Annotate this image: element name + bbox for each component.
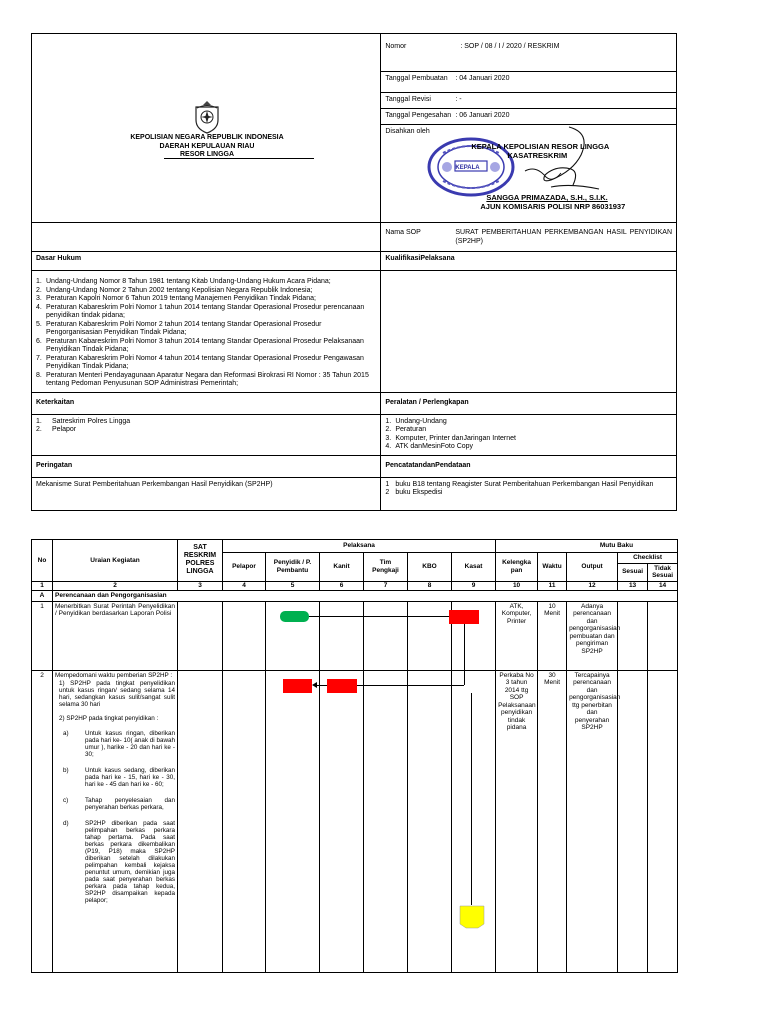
tgl-buat-cell — [381, 72, 677, 93]
peralatan-heading: Peralatan / Perlengkapan — [381, 392, 677, 414]
row2-waktu: 30 Menit — [538, 670, 567, 972]
row2-no: 2 — [32, 670, 53, 972]
police-emblem-icon — [193, 100, 221, 134]
col-kelengkapan: Kelengka pan — [496, 553, 538, 582]
col-tim-pengkaji: Tim Pengkaji — [364, 553, 408, 582]
section-title: Perencanaan dan Pengorganisasian — [53, 590, 678, 601]
org-underline — [164, 158, 314, 159]
nomor-label: Nomor — [385, 43, 407, 50]
col-pelaksana: Pelaksana — [223, 540, 496, 553]
org-line1: KEPOLISIAN NEGARA REPUBLIK INDONESIA — [130, 134, 284, 141]
tgl-sah-label: Tanggal Pengesahan — [385, 111, 452, 119]
dasar-hukum-body — [32, 271, 381, 393]
dasar-hukum-item: 3. Peraturan Kapolri Nomor 6 Tahun 2019 tentang Manajemen Penyidikan Tindak Pidana; — [36, 295, 316, 302]
org-name-block — [112, 134, 302, 160]
peralatan-body — [381, 414, 677, 455]
table-row — [32, 670, 678, 972]
start-terminator-shape — [280, 611, 309, 622]
row2-kelengkapan: Perkaba No 3 tahun 2014 ttg SOP Pelaksanaan penyidikan tindak pidana — [496, 670, 538, 972]
disahkan-titles — [471, 142, 609, 160]
spacer-left — [32, 223, 381, 252]
col-sesuai: Sesuai — [618, 563, 648, 581]
process-box-penyidik — [283, 679, 312, 693]
col-waktu: Waktu — [538, 553, 567, 582]
pencatatan-body — [381, 477, 677, 510]
dasar-hukum-item: 4. Peraturan Kabareskrim Polri Nomor 1 tahun 2014 tentang Standar Operasional Prosedur perencanaan penyidikan tindak pidana; — [36, 303, 365, 319]
col-tidak-sesuai: Tidak Sesuai — [648, 563, 678, 581]
keterkaitan-list — [36, 418, 376, 435]
nama-sop-label: Nama SOP — [385, 229, 421, 236]
keterkaitan-item: 2. Pelapor — [36, 426, 77, 433]
row1-output: Adanya perencanaan dan pengorganisasian pembuatan dan pengiriman SP2HP — [567, 601, 618, 670]
row1-kelengkapan: ATK, Komputer, Printer — [496, 601, 538, 670]
tgl-revisi-label: Tanggal Revisi — [385, 95, 431, 103]
org-cell — [32, 34, 381, 223]
col-penyidik: Penyidik / P. Pembantu — [266, 553, 320, 582]
tgl-revisi-cell — [381, 92, 677, 108]
arrow-head-icon — [312, 682, 317, 688]
kualifikasi-heading: KualifikasiPelaksana — [381, 252, 677, 271]
disahkan-title1: KEPALA KEPOLISIAN RESOR LINGGA — [471, 142, 610, 152]
peralatan-item: 3. Komputer, Printer danJaringan Internet — [385, 434, 516, 442]
procedure-table — [31, 539, 678, 973]
flow-arrow-line — [317, 685, 327, 686]
process-box-kasat — [449, 610, 479, 624]
peringatan-heading: Peringatan — [32, 455, 381, 477]
org-line3: RESOR LINGGA — [179, 151, 235, 158]
col-kbo: KBO — [408, 553, 452, 582]
col-kanit: Kanit — [320, 553, 364, 582]
keterkaitan-item: 1. Satreskrim Polres Lingga — [36, 417, 131, 425]
row2-uraian: Mempedomani waktu pemberian SP2HP : 1) SP2HP pada tingkat penyelidikan untuk kasus ringan/ sedang selama 14 hari, sedangkan kasus sulit/sangat sulit selama 30 hari 2) SP2HP pada tingkat penyidikan : a) Untuk kasus ringan, diberikan pada hari ke- 10( anak di bawah umur ), harike - 20 dan hari ke - 30; b) Untuk kasus sedang, diberikan pada hari ke - 15, hari ke - 30, hari ke - 45 dan hari ke - 60; c) Tahap penyelesaian dan penyerahan berkas perkara, d) SP2HP diberikan pada saat pelimpahan berkas perkara tahap pertama. Pada saat berkas perkara dikembalikan (P19, P18) maka SP2HP diberikan setelah dilakukan pelimpahan kembali kejaksa penuntut umum, demikian juga pada saat penyerahan berkas perkara pada tahap kedua, SP2HP disampaikan kepada pelapor; — [53, 670, 178, 972]
dasar-hukum-item: 8. Peraturan Menteri Pendayagunaan Aparatur Negara dan Reformasi Birokrasi RI Nomor : 35 Tahun 2015 tentang Pedoman Penyusunan SOP Administrasi Pemerintah; — [36, 371, 369, 387]
dasar-hukum-item: 2. Undang-Undang Nomor 2 Tahun 2002 tentang Kepolisian Negara Republik Indonesia; — [36, 286, 313, 294]
stamp-text: KEPALA — [455, 165, 480, 172]
flow-arrow-line — [357, 685, 464, 686]
disahkan-title2: KASATRESKRIM — [507, 151, 568, 161]
dasar-hukum-item: 1. Undang-Undang Nomor 8 Tahun 1981 tentang Kitab Undang-Undang Hukum Acara Pidana; — [36, 278, 331, 285]
flow-arrow-line — [309, 616, 449, 617]
tgl-buat-label: Tanggal Pembuatan — [385, 75, 448, 82]
disahkan-signer — [480, 193, 626, 212]
col-output: Output — [567, 553, 618, 582]
tgl-sah-cell — [381, 108, 677, 124]
tgl-revisi-value: : - — [455, 95, 462, 103]
nama-sop-cell — [381, 223, 677, 252]
col-mutu-baku: Mutu Baku — [496, 540, 678, 553]
disahkan-label: Disahkan oleh — [385, 128, 430, 136]
col-no: No — [32, 540, 53, 582]
peralatan-item: 2. Peraturan — [385, 426, 427, 433]
disahkan-rank: AJUN KOMISARIS POLISI NRP 86031937 — [480, 202, 626, 212]
tgl-buat-value: : 04 Januari 2020 — [455, 75, 510, 82]
peringatan-body: Mekanisme Surat Pemberitahuan Perkembangan Hasil Penyidikan (SP2HP) — [32, 477, 381, 510]
dasar-hukum-item: 6. Peraturan Kabareskrim Polri Nomor 3 tahun 2014 tentang Standar Operasional Prosedur Pelaksanaan Penyidikan Tindak Pidana; — [36, 337, 364, 353]
pencatatan-item: 2 buku Ekspedisi — [385, 489, 443, 496]
dasar-hukum-item: 7. Peraturan Kabareskrim Polri Nomor 4 tahun 2014 tentang Standar Operasional Prosedur Pengawasan Penyidikan Tindak Pidana; — [36, 354, 364, 370]
nomor-cell — [381, 34, 677, 72]
section-letter: A — [32, 590, 53, 601]
row1-uraian: Menerbitkan Surat Perintah Penyelidikan / Penyidikan berdasarkan Laporan Polisi — [53, 601, 178, 670]
dasar-hukum-list — [36, 278, 376, 389]
col-uraian: Uraian Kegiatan — [53, 540, 178, 582]
col-sat: SAT RESKRIM POLRES LINGGA — [178, 540, 223, 582]
row1-no: 1 — [32, 601, 53, 670]
col-kasat: Kasat — [452, 553, 496, 582]
document-end-shape — [459, 905, 485, 929]
nama-sop-value: SURAT PEMBERITAHUAN PERKEMBANGAN HASIL PENYIDIKAN (SP2HP) — [455, 229, 672, 245]
nomor-value: : SOP / 08 / I / 2020 / RESKRIM — [460, 43, 560, 50]
col-checklist: Checklist — [618, 553, 678, 564]
pencatatan-heading: PencatatandanPendataan — [381, 455, 677, 477]
disahkan-name: SANGGA PRIMAZADA, S.H., S.I.K. — [486, 193, 608, 203]
section-row — [32, 590, 678, 601]
disahkan-cell — [381, 125, 677, 223]
org-line2: DAERAH KEPULAUAN RIAU — [159, 142, 255, 150]
keterkaitan-heading: Keterkaitan — [32, 392, 381, 414]
flow-arrow-vertical — [464, 624, 465, 685]
pencatatan-item: 1 buku B18 tentang Reagister Surat Pemberitahuan Perkembangan Hasil Penyidikan — [385, 480, 654, 488]
peralatan-item: 4. ATK danMesinFoto Copy — [385, 443, 474, 450]
peralatan-item: 1. Undang-Undang — [385, 417, 447, 425]
col-pelapor: Pelapor — [223, 553, 266, 582]
dasar-hukum-item: 5. Peraturan Kabareskrim Polri Nomor 2 tahun 2014 tentang Standar Operasional Prosedur Pengorganisasian Penyidikan Tindak Pidana; — [36, 320, 322, 336]
sop-header-table — [31, 33, 677, 511]
row2-output: Tercapainya perencanaan dan pengorganisasian ttg penerbitan dan penyerahan SP2HP — [567, 670, 618, 972]
peralatan-list — [385, 418, 672, 452]
tgl-sah-value: : 06 Januari 2020 — [455, 111, 510, 119]
pencatatan-list — [385, 481, 672, 498]
column-number-row: 1 2 3 4 5 6 7 8 9 10 11 12 13 14 — [32, 581, 678, 590]
kualifikasi-body — [381, 271, 677, 393]
process-box-kanit — [327, 679, 357, 693]
table-row — [32, 601, 678, 670]
row1-waktu: 10 Menit — [538, 601, 567, 670]
keterkaitan-body — [32, 414, 381, 455]
flow-arrow-vertical — [471, 693, 472, 905]
dasar-hukum-heading: Dasar Hukum — [32, 252, 381, 271]
